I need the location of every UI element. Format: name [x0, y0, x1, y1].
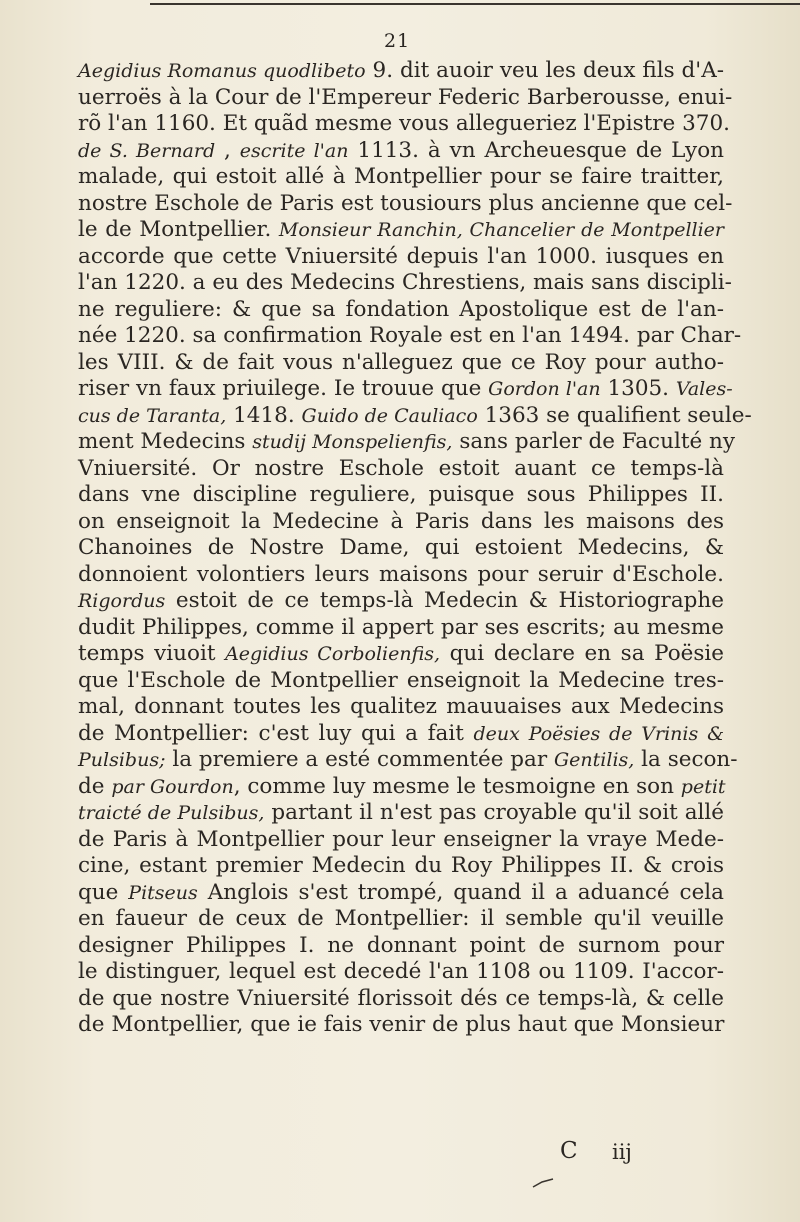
text-line	[78, 694, 724, 721]
text-run: donnoient volontiers leurs maisons pour seruir d'Eschole.	[78, 561, 724, 587]
text-run: de	[78, 773, 112, 799]
text-line	[78, 906, 724, 933]
text-run: de Montpellier, que ie fais venir de plus haut que Monsieur	[78, 1012, 725, 1037]
italic-run: par Gourdon	[111, 775, 234, 798]
italic-run: Monsieur Ranchin, Chancelier de Montpellier	[278, 219, 724, 241]
text-run: qui declare en sa Poësie	[440, 641, 725, 666]
text-run: de Paris à Montpellier pour leur enseigner la vraye Mede-	[78, 826, 724, 852]
text-line	[78, 270, 732, 297]
ink-mark	[532, 1178, 554, 1188]
text-run: l'an 1220. a eu des Medecins Chrestiens, mais sans discipli-	[78, 270, 732, 295]
text-line	[78, 376, 733, 403]
text-run: uerroës à la Cour de l'Empereur Federic Barberousse, enui-	[78, 84, 733, 110]
text-run: on enseignoit la Medecine à Paris dans les maisons des	[78, 508, 724, 534]
text-run: partant il n'est pas croyable qu'il soit allé	[264, 800, 724, 825]
text-line	[78, 641, 724, 668]
text-run: la premiere a esté commentée par	[165, 747, 554, 772]
text-run: que	[78, 879, 129, 905]
body-text	[78, 58, 752, 1039]
text-line	[78, 429, 736, 456]
italic-run: Aegidius Romanus quodlibeto	[78, 60, 366, 82]
text-line	[78, 58, 724, 85]
text-run: le distinguer, lequel est decedé l'an 1108 ou 1109. I'accor-	[78, 959, 724, 984]
italic-run: petit	[680, 775, 726, 798]
italic-run: Aegidius Corbolienfis,	[225, 643, 441, 665]
text-run: sans parler de Faculté ny	[452, 429, 736, 454]
text-line	[78, 350, 724, 377]
text-run: de Montpellier: c'est luy qui a fait	[78, 720, 474, 746]
top-rule	[150, 3, 800, 5]
text-run: les VIII. & de fait vous n'alleguez que ce Roy pour autho-	[78, 349, 724, 375]
text-run: 1113. à vn Archeuesque de Lyon	[348, 137, 724, 163]
text-line	[78, 774, 724, 801]
text-line	[78, 880, 724, 907]
text-run: de que nostre Vniuersité florissoit dés ce temps-là, & celle	[78, 985, 724, 1011]
text-line	[78, 111, 730, 138]
text-line	[78, 323, 742, 350]
text-line	[78, 747, 738, 774]
text-run: dans vne discipline reguliere, puisque sous Philippes II.	[78, 482, 724, 507]
signature-mark: iij	[612, 1140, 632, 1164]
text-run: 1363 se qualifient seule-	[477, 402, 752, 428]
italic-run: Pulsibus;	[78, 749, 166, 771]
italic-run: cus de Taranta,	[78, 404, 227, 427]
text-line	[78, 138, 724, 165]
text-line	[78, 853, 724, 880]
text-run: Vniuersité. Or nostre Eschole estoit auant ce temps-là	[78, 455, 724, 481]
text-run: riser vn faux priuilege. Ie trouue que	[78, 376, 489, 401]
text-run: dudit Philippes, comme il appert par ses escrits; au mesme	[78, 614, 724, 640]
text-run: temps viuoit	[78, 641, 226, 666]
text-line	[78, 456, 724, 483]
italic-run: traicté de Pulsibus,	[78, 802, 265, 824]
page-number: 21	[384, 30, 411, 52]
text-run: la secon-	[634, 747, 738, 772]
italic-run: studij Monspelienfis,	[252, 431, 453, 453]
italic-run: deux Poësies de Vrinis &	[473, 722, 724, 745]
text-run: ,	[215, 137, 240, 163]
text-run: née 1220. sa confirmation Royale est en l'an 1494. par Char-	[78, 323, 742, 348]
text-run: en faueur de ceux de Montpellier: il semble qu'il veuille	[78, 906, 724, 931]
italic-run: Vales-	[675, 378, 733, 400]
text-run: mal, donnant toutes les qualitez mauuaises aux Medecins	[78, 694, 724, 719]
text-run: 1418.	[226, 402, 302, 428]
text-line	[78, 1012, 724, 1039]
text-line	[78, 84, 733, 112]
text-run: accorde que cette Vniuersité depuis l'an 1000. iusques en	[78, 243, 724, 269]
catchword: C	[560, 1138, 578, 1164]
text-run: cine, estant premier Medecin du Roy Philippes II. & crois	[78, 853, 724, 878]
text-run: 9. dit auoir veu les deux fils d'A-	[365, 58, 724, 83]
text-line	[78, 615, 724, 642]
text-line	[78, 800, 724, 827]
text-line	[78, 244, 724, 271]
text-line	[78, 164, 724, 191]
italic-run: Gentilis,	[554, 749, 635, 771]
text-line	[78, 297, 724, 324]
italic-run: Pitseus	[128, 881, 198, 904]
text-run: Chanoines de Nostre Dame, qui estoient Medecins, &	[78, 535, 724, 560]
text-run: estoit de ce temps-là Medecin & Historiographe	[165, 588, 724, 613]
text-line	[78, 986, 724, 1013]
italic-run: de S. Bernard	[78, 139, 216, 162]
text-line	[78, 402, 752, 430]
text-run: ne reguliere: & que sa fondation Apostolique est de l'an-	[78, 296, 724, 322]
italic-run: Guido de Cauliaco	[301, 404, 478, 427]
text-line	[78, 535, 724, 562]
text-line	[78, 190, 733, 218]
text-line	[78, 588, 724, 615]
text-run: malade, qui estoit allé à Montpellier pour se faire traitter,	[78, 164, 724, 189]
text-line	[78, 827, 724, 854]
italic-run: Rigordus	[78, 590, 166, 612]
text-line	[78, 509, 724, 536]
text-line	[78, 217, 724, 244]
text-run: le de Montpellier.	[78, 217, 279, 242]
text-run: 1305.	[600, 376, 676, 401]
text-run: nostre Eschole de Paris est tousiours plus ancienne que cel-	[78, 190, 733, 216]
text-line	[78, 721, 724, 748]
text-run: que l'Eschole de Montpellier enseignoit la Medecine tres-	[78, 667, 724, 693]
text-line	[78, 562, 724, 589]
text-run: , comme luy mesme le tesmoigne en son	[233, 773, 681, 799]
text-run: Anglois s'est trompé, quand il a aduancé cela	[197, 879, 724, 905]
text-run: ment Medecins	[78, 429, 253, 454]
text-line	[78, 933, 724, 960]
text-run: designer Philippes I. ne donnant point de surnom pour	[78, 932, 724, 958]
italic-run: Gordon l'an	[488, 378, 601, 400]
text-run: rõ l'an 1160. Et quãd mesme vous allegueriez l'Epistre 370.	[78, 111, 730, 136]
italic-run: escrite l'an	[239, 139, 349, 162]
text-line	[78, 668, 724, 695]
text-line	[78, 959, 724, 986]
text-line	[78, 482, 724, 509]
